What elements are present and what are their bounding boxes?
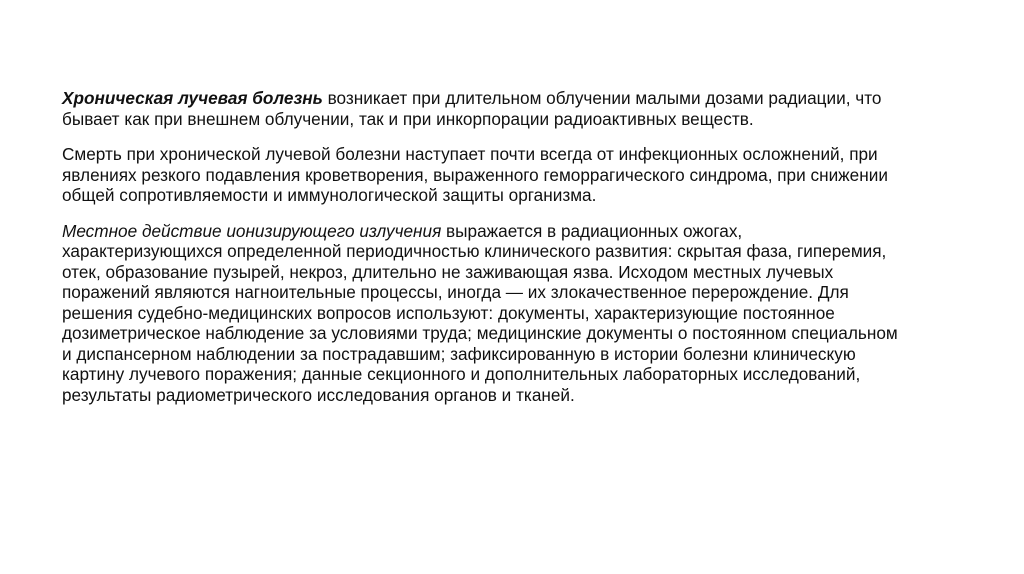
text-line: дозиметрическое наблюдение за условиями труда; медицинские документы о постоянном специальном xyxy=(62,323,898,343)
text-line: общей сопротивляемости и иммунологической защиты организма. xyxy=(62,185,597,205)
text-line: возникает при длительном облучении малыми дозами радиации, что xyxy=(327,88,882,108)
text-line: решения судебно-медицинских вопросов используют: документы, характеризующие постоянное xyxy=(62,302,835,323)
paragraph-chronic-radiation-sickness xyxy=(62,88,982,129)
text-line: отек, образование пузырей, некроз, длительно не заживающая язва. Исходом местных лучевых xyxy=(62,261,834,282)
text-line: результаты радиометрического исследования органов и тканей. xyxy=(62,384,575,405)
text-line: выражается в радиационных ожогах, xyxy=(446,220,743,241)
paragraph-death-causes xyxy=(62,144,982,206)
text-line: явлениях резкого подавления кроветворения, выраженного геморрагического синдрома, при снижении xyxy=(62,164,888,185)
text-line: поражений являются нагноительные процессы, иногда — их злокачественное перерождение. Для xyxy=(62,282,849,302)
text-line: картину лучевого поражения; данные секционного и дополнительных лабораторных исследований, xyxy=(62,364,861,384)
text-line: Смерть при хронической лучевой болезни наступает почти всегда от инфекционных осложнений, при xyxy=(62,144,878,164)
term-chronic-radiation-sickness: Хроническая лучевая болезнь xyxy=(62,88,323,108)
paragraph-local-effect xyxy=(62,221,982,406)
term-local-ionizing-effect: Местное действие ионизирующего излучения xyxy=(62,220,442,241)
slide-text-body xyxy=(62,88,982,420)
text-line: бывает как при внешнем облучении, так и при инкорпорации радиоактивных веществ. xyxy=(62,108,754,129)
text-line: характеризующихся определенной периодичностью клинического развития: скрытая фаза, гиперемия, xyxy=(62,241,887,261)
text-line: и диспансерном наблюдении за пострадавшим; зафиксированную в истории болезни клиническую xyxy=(62,343,856,364)
